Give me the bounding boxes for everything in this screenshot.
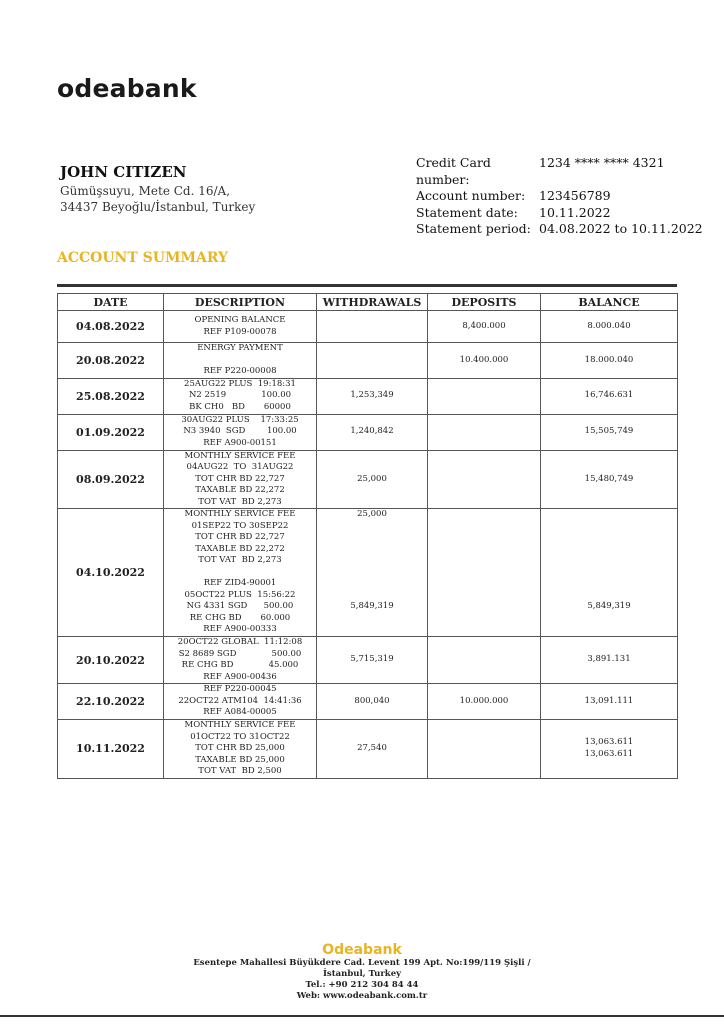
row-balance-line: 18.000.040	[584, 354, 634, 365]
account-summary-heading: ACCOUNT SUMMARY	[57, 250, 229, 266]
header-balance: BALANCE	[541, 294, 678, 311]
row-balance-line	[541, 532, 677, 544]
row-withdrawals	[317, 450, 428, 509]
table-header-row	[58, 294, 678, 311]
row-withdrawals-line	[317, 613, 427, 625]
row-description-line: REF P109-00078	[203, 326, 277, 337]
row-balance-line: 8.000.040	[587, 320, 631, 331]
row-balance-line	[541, 624, 677, 636]
row-date: 04.08.2022	[58, 311, 164, 343]
row-description-line	[164, 355, 316, 367]
footer-divider	[0, 1015, 724, 1017]
table-row	[58, 720, 678, 779]
row-deposits	[428, 414, 541, 450]
row-description-line: MONTHLY SERVICE FEE	[184, 450, 296, 461]
row-description-line: TOT VAT BD 2,273	[198, 555, 282, 566]
row-balance	[541, 414, 678, 450]
row-description-line: 01OCT22 TO 31OCT22	[190, 731, 290, 742]
row-description	[164, 509, 317, 637]
row-withdrawals-line	[317, 590, 427, 602]
row-balance-line: 15,505,749	[584, 426, 634, 437]
row-date: 08.09.2022	[58, 450, 164, 509]
row-description	[164, 450, 317, 509]
meta-label: Credit Card number:	[416, 155, 491, 187]
row-description-line: TOT VAT BD 2,500	[198, 766, 282, 776]
table-row	[58, 509, 678, 637]
row-deposits	[428, 311, 541, 343]
footer-website: Web: www.odeabank.com.tr	[296, 991, 428, 1001]
meta-account-number	[416, 188, 703, 205]
footer-address-line1: Esentepe Mahallesi Büyükdere Cad. Levent 199 Apt. No:199/119 Şişli /	[193, 958, 531, 968]
row-balance-line	[541, 509, 677, 521]
row-deposits	[428, 684, 541, 720]
customer-address-line2: 34437 Beyoğlu/İstanbul, Turkey	[60, 200, 256, 214]
header-deposits: DEPOSITS	[428, 294, 541, 311]
footer-address-line2: İstanbul, Turkey	[322, 969, 402, 979]
table-row	[58, 450, 678, 509]
row-description-line: S2 8689 SGD 500.00	[178, 648, 302, 659]
row-withdrawals-line	[317, 555, 427, 567]
row-description-line: REF P220-00008	[203, 366, 277, 376]
row-withdrawals-line	[317, 521, 427, 533]
meta-value: 04.08.2022 to 10.11.2022	[539, 221, 703, 236]
row-balance	[541, 637, 678, 684]
row-description-line: TAXABLE BD 22,272	[195, 485, 285, 495]
table-row	[58, 343, 678, 379]
row-withdrawals-line: 800,040	[354, 695, 390, 706]
footer-phone: Tel.: +90 212 304 84 44	[305, 980, 419, 990]
row-balance-line: 3,891.131	[587, 654, 631, 665]
row-description-line: 04AUG22 TO 31AUG22	[186, 462, 294, 472]
row-balance	[541, 311, 678, 343]
row-balance-line	[541, 567, 677, 579]
row-withdrawals-line: 27,540	[357, 743, 387, 753]
footer	[0, 942, 724, 1002]
row-balance-line: 16,746.631	[584, 390, 634, 401]
row-withdrawals-line: 25,000	[357, 473, 387, 484]
row-date: 20.08.2022	[58, 343, 164, 379]
footer-bank-name: Odeabank	[322, 942, 402, 958]
table-row	[58, 378, 678, 414]
table-row	[58, 311, 678, 343]
row-balance	[541, 509, 678, 637]
header-description: DESCRIPTION	[164, 294, 317, 311]
row-description-line: 01SEP22 TO 30SEP22	[191, 520, 289, 531]
row-balance	[541, 378, 678, 414]
row-description-line: N3 3940 SGD 100.00	[183, 426, 297, 437]
row-deposits-line	[428, 390, 540, 402]
row-withdrawals-line	[317, 544, 427, 556]
row-balance-line	[541, 555, 677, 567]
meta-value: 10.11.2022	[539, 204, 611, 220]
meta-card-number	[416, 155, 703, 188]
row-description-line: REF A900-00333	[203, 624, 277, 635]
row-balance	[541, 684, 678, 720]
row-balance-line	[541, 521, 677, 533]
row-deposits-line	[428, 567, 540, 579]
row-deposits-line	[428, 743, 540, 755]
row-description-line: RE CHG BD 60.000	[189, 612, 291, 623]
row-description	[164, 311, 317, 343]
row-deposits	[428, 343, 541, 379]
row-description-line: NG 4331 SGD 500.00	[186, 601, 294, 612]
row-withdrawals	[317, 343, 428, 379]
row-date: 20.10.2022	[58, 637, 164, 684]
statement-meta	[416, 155, 703, 238]
row-balance	[541, 720, 678, 779]
row-description-line: 25AUG22 PLUS 19:18:31	[184, 378, 296, 389]
meta-value: 1234 **** **** 4321	[539, 155, 665, 170]
customer-block	[60, 163, 255, 215]
meta-value: 123456789	[539, 188, 611, 203]
row-withdrawals-line: 5,715,319	[350, 654, 394, 665]
row-withdrawals-line: 5,849,319	[350, 601, 394, 612]
row-description-line: MONTHLY SERVICE FEE	[184, 720, 296, 730]
bank-logo: odeabank	[57, 74, 197, 103]
row-withdrawals-line: 1,253,349	[350, 390, 394, 401]
row-description-line: 30AUG22 PLUS 17:33:25	[181, 414, 299, 425]
row-balance-line: 13,091.111	[584, 695, 634, 706]
row-balance	[541, 450, 678, 509]
row-description-line: REF A084-00005	[203, 707, 277, 718]
customer-name: JOHN CITIZEN	[60, 163, 187, 181]
row-withdrawals	[317, 637, 428, 684]
row-description-line: TOT CHR BD 22,727	[195, 532, 285, 543]
row-balance-line: 13,063.611	[584, 737, 634, 748]
row-description	[164, 343, 317, 379]
row-deposits-line	[428, 426, 540, 438]
row-deposits-line	[428, 654, 540, 666]
row-description-line: REF ZID4-90001	[203, 578, 277, 589]
row-description-line: TOT VAT BD 2,273	[198, 496, 282, 507]
row-date: 10.11.2022	[58, 720, 164, 779]
row-description-line: 05OCT22 PLUS 15:56:22	[184, 589, 296, 600]
row-deposits-line: 10.000.000	[459, 695, 509, 706]
row-deposits	[428, 509, 541, 637]
row-description	[164, 720, 317, 779]
row-withdrawals-line	[317, 567, 427, 579]
row-deposits	[428, 450, 541, 509]
row-deposits-line: 8,400.000	[462, 320, 506, 331]
row-deposits	[428, 720, 541, 779]
row-balance-line: 5,849,319	[587, 601, 631, 612]
row-description-line: BK CH0 BD 60000	[189, 401, 291, 412]
row-description-line: TAXABLE BD 22,272	[195, 543, 285, 554]
row-description-line: TOT CHR BD 25,000	[195, 743, 285, 753]
customer-address-line1: Gümüşsuyu, Mete Cd. 16/A,	[60, 184, 231, 198]
row-withdrawals-line	[317, 321, 427, 333]
row-withdrawals-line: 1,240,842	[350, 426, 394, 437]
row-date: 22.10.2022	[58, 684, 164, 720]
row-withdrawals	[317, 684, 428, 720]
row-balance	[541, 343, 678, 379]
row-withdrawals	[317, 509, 428, 637]
header-withdrawals: WITHDRAWALS	[317, 294, 428, 311]
row-withdrawals	[317, 311, 428, 343]
row-withdrawals	[317, 378, 428, 414]
row-balance-line	[541, 590, 677, 602]
row-description-line: OPENING BALANCE	[194, 315, 286, 325]
row-description-line: ENERGY PAYMENT	[197, 343, 283, 353]
row-deposits-line: 10.400.000	[459, 354, 509, 365]
row-balance-line	[541, 544, 677, 556]
row-description	[164, 684, 317, 720]
row-description-line: REF P220-00045	[203, 684, 277, 695]
row-withdrawals-line	[317, 578, 427, 590]
row-description-line: REF A900-00151	[203, 437, 277, 448]
table-row	[58, 637, 678, 684]
meta-statement-date	[416, 205, 703, 222]
row-withdrawals	[317, 720, 428, 779]
row-description	[164, 414, 317, 450]
row-balance-line: 15,480,749	[584, 473, 634, 484]
section-divider	[57, 284, 677, 287]
row-description-line: N2 2519 100.00	[188, 390, 292, 401]
table-row	[58, 684, 678, 720]
meta-label: Statement period:	[416, 221, 531, 236]
row-description-line: TOT CHR BD 22,727	[195, 473, 285, 484]
row-description	[164, 637, 317, 684]
row-description-line: 20OCT22 GLOBAL 11:12:08	[177, 637, 303, 647]
row-date: 01.09.2022	[58, 414, 164, 450]
row-description-line: REF A900-00436	[203, 671, 277, 682]
meta-label: Statement date:	[416, 204, 518, 220]
transactions-table	[57, 293, 678, 779]
row-withdrawals	[317, 414, 428, 450]
row-deposits	[428, 637, 541, 684]
row-withdrawals-line	[317, 624, 427, 636]
row-description-line: 22OCT22 ATM104 14:41:36	[178, 695, 302, 706]
row-date: 25.08.2022	[58, 378, 164, 414]
row-deposits-line	[428, 474, 540, 486]
row-description-line: RE CHG BD 45.000	[181, 660, 299, 670]
meta-statement-period	[416, 221, 703, 238]
row-withdrawals-line	[317, 532, 427, 544]
header-date: DATE	[58, 294, 164, 311]
row-balance-line	[541, 613, 677, 625]
row-description-line: MONTHLY SERVICE FEE	[184, 509, 296, 520]
meta-label: Account number:	[416, 188, 526, 203]
row-balance-line	[541, 578, 677, 590]
table-row	[58, 414, 678, 450]
row-balance-line: 13,063.611	[584, 748, 634, 759]
row-deposits	[428, 378, 541, 414]
row-description	[164, 378, 317, 414]
row-withdrawals-line: 25,000	[357, 509, 387, 520]
row-withdrawals-line	[317, 355, 427, 367]
row-date: 04.10.2022	[58, 509, 164, 637]
row-description-line: TAXABLE BD 25,000	[195, 754, 285, 765]
row-description-line	[164, 567, 316, 579]
